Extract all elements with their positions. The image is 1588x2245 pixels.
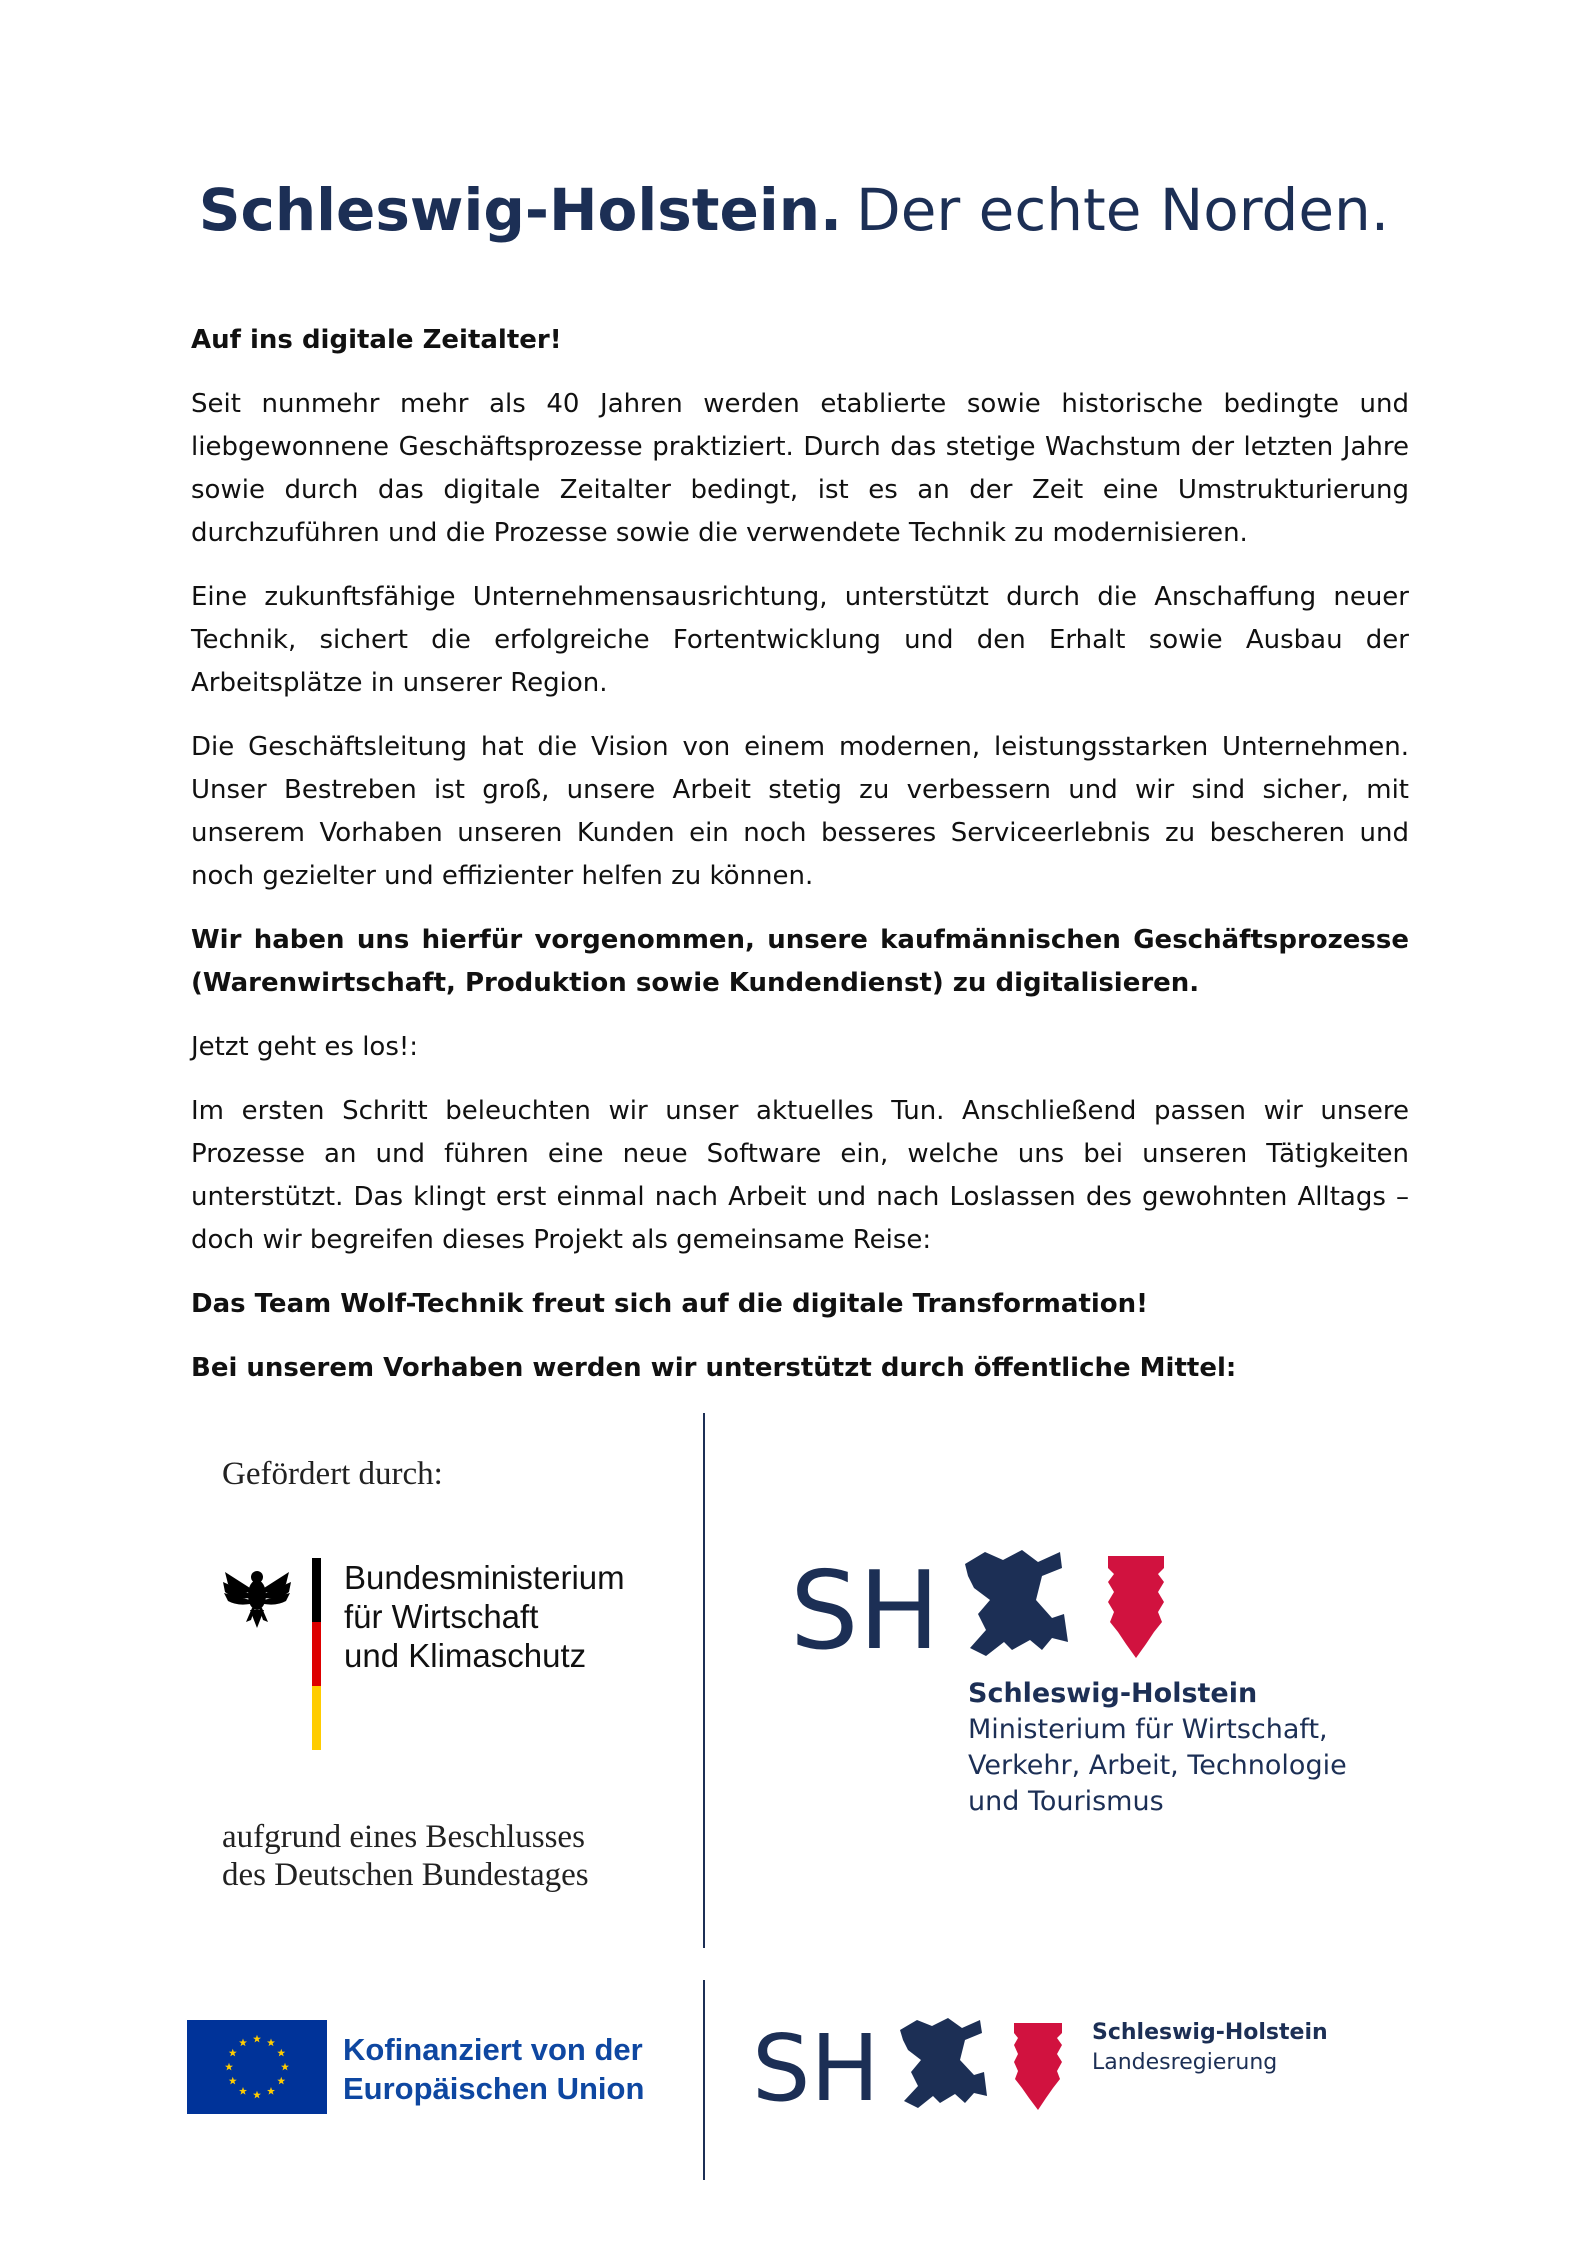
paragraph-steps: Im ersten Schritt beleuchten wir unser aktuelles Tun. Anschließend passen wir unsere Prozesse an und führen eine neue Software ein, welche uns bei unseren Tätigkeiten unterstützt. Das klingt erst einmal nach Arbeit und nach Loslassen des gewohnten Alltags – doch wir begreifen dieses Projekt als gemeinsame Reise: [191, 1096, 1409, 1255]
paragraph-history: Seit nunmehr mehr als 40 Jahren werden etablierte sowie historische bedingte und liebgewonnene Geschäftsprozesse praktiziert. Durch das stetige Wachstum der letzten Jahre sowie durch das digitale Zeitalter bedingt, ist es an der Zeit eine Umstrukturierung durchzuführen und die Prozesse sowie die verwendete Technik zu modernisieren. [191, 389, 1409, 548]
paragraph-start: Jetzt geht es los!: [191, 1032, 419, 1062]
sh-ministry-line-2: Verkehr, Arbeit, Technologie [968, 1750, 1347, 1781]
federal-eagle-icon [223, 1571, 291, 1628]
sh-small-letters: SH [752, 2015, 880, 2114]
funded-by-label: Gefördert durch: [222, 1456, 443, 1492]
section-heading: Auf ins digitale Zeitalter! [191, 325, 562, 355]
bmwk-line-2: für Wirtschaft [344, 1598, 539, 1635]
sh-lion-icon [965, 1550, 1068, 1656]
eu-line-1: Kofinanziert von der [343, 2032, 643, 2067]
sh-state-name: Schleswig-Holstein [968, 1678, 1258, 1709]
title-bold: Schleswig-Holstein. [198, 176, 843, 244]
bmwk-logo [220, 1556, 332, 1760]
bundestag-line-2: des Deutschen Bundestages [222, 1857, 589, 1893]
paragraph-goal: Wir haben uns hierfür vorgenommen, unsere kaufmännischen Geschäftsprozesse (Warenwirtschaft, Produktion sowie Kundendienst) zu digitalisieren. [191, 925, 1409, 998]
letter-body [191, 319, 1409, 1411]
sh-government-logo [752, 2014, 1082, 2114]
page-title [0, 176, 1588, 244]
bmwk-name [344, 1558, 625, 1675]
sh-ministry-line-3: und Tourismus [968, 1786, 1164, 1817]
german-flag-bar [312, 1558, 321, 1750]
sh-government-name [1092, 2018, 1328, 2078]
sh-ministry-line-1: Ministerium für Wirtschaft, [968, 1714, 1328, 1745]
sh-gov-subtitle: Landesregierung [1092, 2050, 1278, 2075]
eu-cofunding-label [343, 2030, 644, 2108]
paragraph-vision: Die Geschäftsleitung hat die Vision von einem modernen, leistungsstarken Unternehmen. Unser Bestreben ist groß, unsere Arbeit stetig zu verbessern und wir sind sicher, mit unserem Vorhaben unseren Kunden ein noch besseres Serviceerlebnis zu bescheren und noch gezielter und effizienter helfen zu können. [191, 732, 1409, 891]
paragraph-funding: Bei unserem Vorhaben werden wir unterstützt durch öffentliche Mittel: [191, 1353, 1237, 1383]
sh-ministry-name [968, 1676, 1347, 1820]
title-light: Der echte Norden. [856, 176, 1390, 244]
paragraph-future: Eine zukunftsfähige Unternehmensausrichtung, unterstützt durch die Anschaffung neuer Technik, sichert die erfolgreiche Fortentwicklung und den Erhalt sowie Ausbau der Arbeitsplätze in unserer Region. [191, 582, 1409, 698]
bundestag-note [222, 1818, 589, 1894]
sh-gov-state-name: Schleswig-Holstein [1092, 2020, 1328, 2045]
bmwk-line-1: Bundesministerium [344, 1559, 625, 1596]
sh-letters: SH [790, 1549, 940, 1666]
eu-flag-icon [187, 2020, 327, 2114]
sh-lion-small-icon [900, 2018, 987, 2108]
divider-vertical-bottom [703, 1980, 705, 2180]
bundestag-line-1: aufgrund eines Beschlusses [222, 1819, 585, 1855]
eu-line-2: Europäischen Union [343, 2071, 645, 2106]
paragraph-team: Das Team Wolf-Technik freut sich auf die digitale Transformation! [191, 1289, 1149, 1319]
sh-nettle-leaf-icon [1108, 1556, 1164, 1658]
sh-ministry-logo [790, 1546, 1170, 1666]
bmwk-line-3: und Klimaschutz [344, 1637, 587, 1674]
sh-nettle-small-icon [1014, 2023, 1062, 2110]
divider-vertical-top [703, 1413, 705, 1948]
